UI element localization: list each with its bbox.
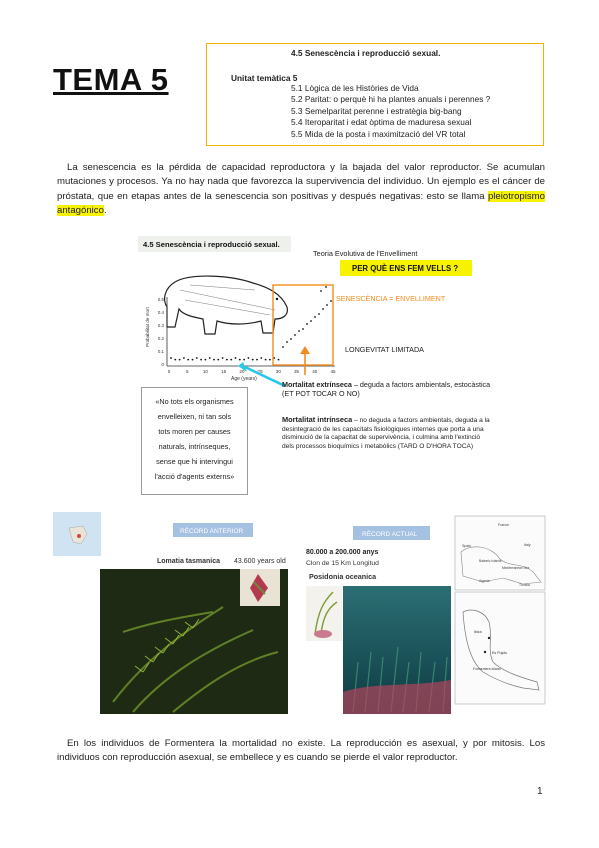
extrinsic-block — [282, 380, 492, 410]
x-tick-label: 20 — [239, 369, 245, 374]
x-tick-label: 40 — [312, 369, 318, 374]
quote-line: «No tots els organismes — [155, 397, 234, 406]
y-tick-label: 0.3 — [157, 323, 164, 328]
mortality-point — [302, 328, 304, 330]
intrinsic-block — [282, 416, 492, 486]
unit-outline-box — [206, 43, 544, 146]
x-tick-label: 35 — [293, 369, 300, 374]
mortality-point — [213, 359, 215, 361]
unit-item: 5.5 Mida de la posta i maximització del VR total — [291, 128, 466, 139]
mortality-point — [298, 330, 300, 332]
section-label: 4.5 Senescència i reproducció sexual. — [143, 240, 280, 249]
map-label-ibiza: Ibiza — [474, 630, 482, 634]
quote-box — [141, 387, 248, 495]
posidonia-clone: Clon de 15 Km Longitud — [306, 560, 379, 567]
map-label-es-pujols: Es Pujols — [492, 651, 507, 655]
mortality-point — [326, 304, 328, 306]
current-record-label: RÈCORD ACTUAL — [362, 531, 418, 538]
senescence-label: SENESCÈNCIA = ENVELLIMENT — [336, 294, 446, 303]
posidonia-species: Posidonia oceanica — [309, 572, 377, 581]
mortality-point — [294, 334, 296, 336]
mortality-point — [310, 320, 312, 322]
unit-item: 5.3 Semelparitat perenne i estratègia big-bang — [291, 105, 462, 116]
map-label-med-sea: Mediterranean Sea — [502, 566, 530, 570]
x-tick-label: 30 — [275, 369, 281, 374]
y-tick-label: 0 — [161, 362, 164, 367]
intro-paragraph — [57, 161, 545, 219]
mortality-point — [322, 308, 324, 310]
y-tick-label: 0.4 — [157, 310, 164, 315]
mortality-point — [265, 359, 267, 361]
unit-box-heading: 4.5 Senescència i reproducció sexual. — [291, 48, 441, 58]
hippo-illustration — [165, 276, 288, 334]
quote-line: tots moren per causes — [158, 427, 231, 436]
previous-record-label: RÈCORD ANTERIOR — [180, 528, 244, 535]
quote-line: envelleixen, ni tan sols — [157, 412, 232, 421]
mortality-point — [330, 300, 332, 302]
intro-text: La senescencia es la pérdida de capacidad reproductora y la bajada del valor reproductor. Se acumulan mutaciones y procesos. Ya no hay nada que favorezca la supervivencia del individuo. Un ejemplo es el cáncer de próstata, que en etapas antes de la senescencia son positivas y después negativas: esto se llama — [57, 162, 545, 202]
mortality-point — [179, 359, 181, 361]
page-title: TEMA 5 — [53, 62, 169, 97]
mortality-point — [205, 359, 207, 361]
x-tick-label: 45 — [330, 369, 336, 374]
mortality-point — [196, 357, 198, 359]
y-axis-label: Probabilitat de mort — [145, 307, 150, 347]
y-tick-label: 0.2 — [157, 336, 164, 341]
mortality-point — [314, 316, 316, 318]
mortality-point — [282, 346, 284, 348]
mortality-point — [187, 359, 189, 361]
intrinsic-title: Mortalitat intrínseca — [282, 416, 353, 424]
x-tick-label: 5 — [185, 369, 189, 374]
mortality-point — [252, 359, 254, 361]
mortality-point — [226, 359, 228, 361]
map-label-spain: Spain — [462, 544, 472, 548]
posidonia-age-range: 80.000 a 200.000 anys — [306, 549, 379, 556]
mortality-point — [256, 359, 258, 361]
record-photos-svg — [53, 512, 547, 714]
mortality-point — [260, 357, 262, 359]
unit-item: 5.2 Paritat: o perquè hi ha plantes anuals i perennes ? — [291, 94, 491, 105]
intrinsic-text: – no deguda a factors ambientals, deguda a la desintegració de les capacitats fisiològiques internes que porta a una disminució de la capacitat de supervivència, i culmina amb l'extinció dels processos bioquímics i metabòlics (TARD O D'HORA TOCA) — [282, 417, 490, 450]
mortality-point — [209, 357, 211, 359]
unit-item: 5.4 Iteroparitat i edat òptima de maduresa sexual — [291, 117, 472, 128]
mortality-point — [269, 359, 271, 361]
quote-line: l'acció d'agents externs» — [154, 472, 235, 481]
map-label-formentera: Formentera Island — [473, 667, 501, 671]
quote-line: naturals, intrínseques, — [158, 442, 231, 451]
lomatia-species: Lomatia tasmanica — [157, 558, 221, 565]
intro-text-end: . — [103, 205, 107, 217]
unit-item: 5.1 Lògica de les Històries de Vida — [291, 83, 419, 93]
mortality-point — [235, 357, 237, 359]
extrinsic-title: Mortalitat extrínseca — [282, 380, 352, 389]
mortality-point — [306, 323, 308, 325]
y-tick-label: 0.5 — [157, 297, 164, 302]
question-text: PER QUÈ ENS FEM VELLS ? — [352, 264, 459, 273]
lomatia-age: 43.600 years old — [234, 558, 286, 565]
x-tick-label: 25 — [257, 369, 263, 374]
x-tick-label: 15 — [221, 369, 227, 374]
map-label-italy: Italy — [524, 543, 531, 547]
orange-arrowhead — [300, 346, 310, 354]
mortality-point — [174, 359, 176, 361]
x-tick-label: 10 — [202, 369, 209, 374]
map-label-algeria: Algeria — [479, 579, 490, 583]
theory-label: Teoria Evolutiva de l'Envelliment — [313, 249, 418, 258]
page-number: 1 — [537, 786, 543, 797]
mortality-point — [200, 359, 202, 361]
map-label-balearic: Balearic Islands — [479, 559, 502, 563]
mortality-point — [239, 359, 241, 361]
mortality-point — [320, 290, 322, 292]
quote-line: sense que hi intervingui — [156, 457, 233, 466]
mortality-point — [183, 357, 185, 359]
mortality-point — [325, 286, 327, 288]
closing-paragraph: En los individuos de Formentera la mortalidad no existe. La reproducción es asexual, y por mitosis. Los individuos con reproducción asexual, se embellece y es cuando se pierde el valor reproductor. — [57, 738, 545, 764]
map-label-tunisia: Tunisia — [519, 583, 530, 587]
mortality-point — [222, 357, 224, 359]
mortality-point — [217, 359, 219, 361]
formentera-map — [455, 592, 545, 704]
mortality-point — [170, 357, 172, 359]
mortality-point — [192, 359, 194, 361]
record-photos — [53, 512, 547, 714]
mortality-point — [248, 357, 250, 359]
map-label-france: France — [498, 523, 510, 527]
unit-items-list — [291, 83, 490, 140]
unit-label: Unitat temàtica 5 — [231, 73, 298, 83]
longevity-label: LONGEVITAT LIMITADA — [345, 345, 424, 354]
highlighted-term: pleiotropismo antagónico — [57, 190, 545, 217]
mortality-point — [278, 359, 280, 361]
mortality-point — [286, 341, 288, 343]
extrinsic-text: – deguda a factors ambientals, estocàstica (ET POT TOCAR O NO) — [282, 380, 491, 398]
mortality-point — [230, 359, 232, 361]
mortality-point — [318, 313, 320, 315]
mortality-point — [290, 338, 292, 340]
y-tick-label: 0.1 — [157, 349, 164, 354]
y-tick-labels — [158, 297, 165, 367]
x-tick-label: 0 — [167, 369, 171, 374]
mortality-point — [243, 359, 245, 361]
x-axis-label: Age (years) — [231, 376, 257, 382]
